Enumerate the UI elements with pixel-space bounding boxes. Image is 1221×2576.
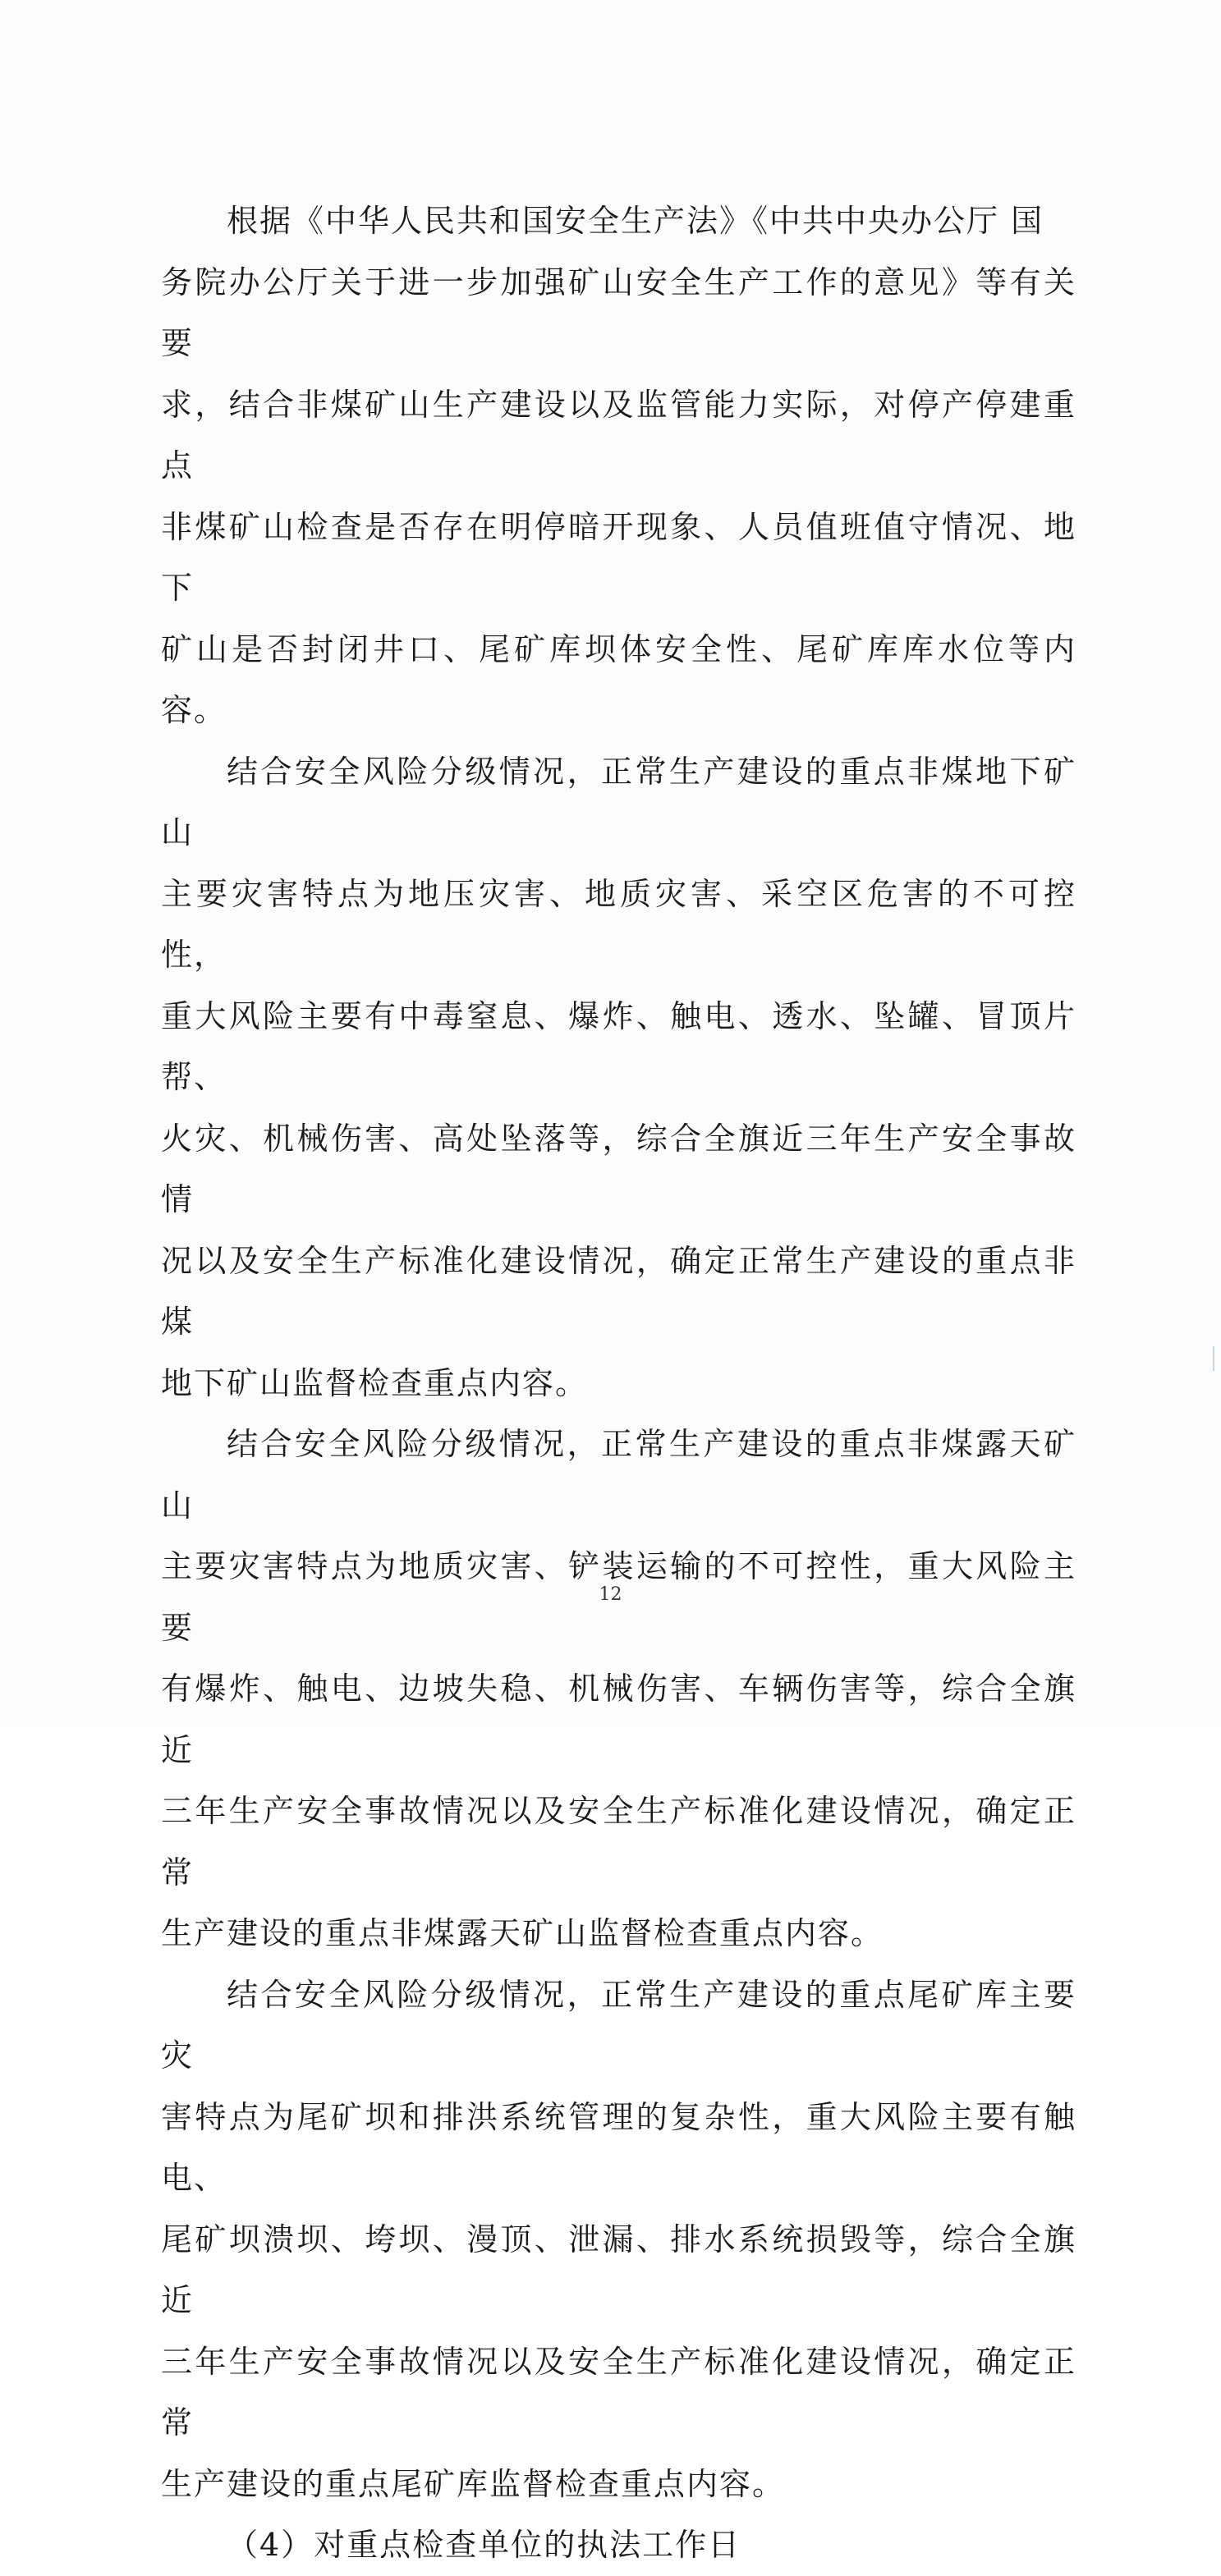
paragraph-open-pit-mines: 结合安全风险分级情况，正常生产建设的重点非煤露天矿山 主要灾害特点为地质灾害、铲装运输的不可控性，重大风险主要 有爆炸、触电、边坡失稳、机械伤害、车辆伤害等，综合全旗近 三年生产安全事故情况以及安全生产标准化建设情况，确定正常 生产建设的重点非煤露天矿山监督检查重点内容。 xyxy=(161,1426,1076,1951)
paragraph-legal-basis: 根据《中华人民共和国安全生产法》《中共中央办公厅 国 务院办公厅关于进一步加强矿山安全生产工作的意见》等有关要 求，结合非煤矿山生产建设以及监管能力实际，对停产停建重点 非煤矿山检查是否存在明停暗开现象、人员值班值守情况、地下 矿山是否封闭井口、尾矿库坝体安全性、尾矿库库水位等内容。 xyxy=(161,203,1076,728)
paragraph-tailings-ponds: 结合安全风险分级情况，正常生产建设的重点尾矿库主要灾 害特点为尾矿坝和排洪系统管理的复杂性，重大风险主要有触电、 尾矿坝溃坝、垮坝、漫顶、泄漏、排水系统损毁等，综合全旗近 三年生产安全事故情况以及安全生产标准化建设情况，确定正常 生产建设的重点尾矿库监督检查重点内容。 xyxy=(161,1976,1076,2502)
paragraph-underground-mines: 结合安全风险分级情况，正常生产建设的重点非煤地下矿山 主要灾害特点为地压灾害、地质灾害、采空区危害的不可控性， 重大风险主要有中毒窒息、爆炸、触电、透水、坠罐、冒顶片帮、 火灾、机械伤害、高处坠落等，综合全旗近三年生产安全事故情 况以及安全生产标准化建设情况，确定正常生产建设的重点非煤 地下矿山监督检查重点内容。 xyxy=(161,753,1076,1401)
page-number: 12 xyxy=(599,1584,622,1605)
section-heading-enforcement-workdays: （4）对重点检查单位的执法工作日 xyxy=(227,2527,741,2563)
scan-edge-mark xyxy=(1213,1346,1214,1371)
body-text xyxy=(161,190,1076,2576)
